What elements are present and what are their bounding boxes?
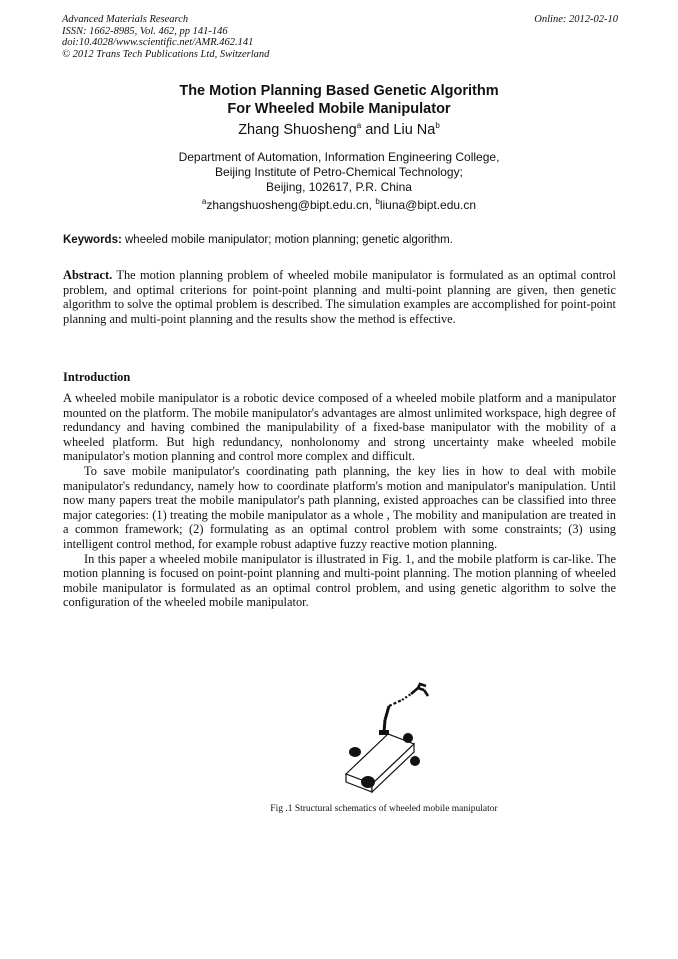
issn-line: ISSN: 1662-8985, Vol. 462, pp 141-146	[62, 25, 228, 37]
author-2: Liu Na	[393, 122, 436, 138]
introduction-heading: Introduction	[63, 370, 131, 384]
doi-line: doi:10.4028/www.scientific.net/AMR.462.141	[62, 37, 254, 48]
author-1: Zhang Shuosheng	[238, 122, 357, 138]
intro-paragraph-3: In this paper a wheeled mobile manipulator is illustrated in Fig. 1, and the mobile platform is car-like. The motion planning is focused on point-point planning and multi-point planning. The motion planning of wheeled mobile manipulator is formulated as an optimal control problem, and using genetic algorithm to solve the configuration of the wheeled mobile manipulator.	[63, 551, 616, 610]
affiliation-line-3: Beijing, 102617, P.R. China	[266, 180, 412, 194]
affiliation-line-2: Beijing Institute of Petro-Chemical Technology;	[215, 165, 463, 179]
email-b[interactable]: liuna@bipt.edu.cn	[379, 198, 477, 212]
abstract-text: The motion planning problem of wheeled mobile manipulator is formulated as an optimal control problem, and optimal criterions for point-point planning and multi-point planning are given, then genetic algorithm to solve the optimal problem is described. The simulation examples are accomplished for point-point planning and multi-point planning and the results show the method is effective.	[63, 268, 616, 326]
author-emails	[0, 198, 678, 212]
wheel-rear-left	[349, 747, 361, 757]
email-a-mark: a	[201, 197, 207, 206]
manipulator-link-4	[402, 694, 411, 700]
author-list	[0, 122, 678, 138]
author-2-affiliation-mark: b	[435, 121, 440, 131]
intro-paragraph-1: A wheeled mobile manipulator is a robotic device composed of a wheeled mobile platform and a manipulator mounted on the platform. The mobile manipulator's advantages are almost unlimited workspace, high degree of redundancy and having combined the manipulability of a fixed-base manipulator with the mobility of a wheeled platform. But high redundancy, nonholonomy and strong uncertainty make wheeled mobile manipulator's motion planning and control more complex and difficult.	[63, 391, 616, 464]
keywords-label: Keywords:	[63, 234, 122, 246]
title-line-1: The Motion Planning Based Genetic Algorithm	[179, 83, 499, 99]
manipulator-link-2	[385, 706, 389, 720]
wheel-front-left	[361, 776, 375, 788]
keywords	[63, 234, 616, 246]
paper-title	[0, 82, 678, 118]
affiliation	[0, 150, 678, 195]
author-1-affiliation-mark: a	[356, 121, 362, 131]
journal-name: Advanced Materials Research	[62, 14, 189, 25]
running-header	[62, 14, 618, 60]
gripper-icon	[411, 684, 428, 696]
figure-caption: Fig .1 Structural schematics of wheeled mobile manipulator	[270, 804, 498, 814]
wheel-front-right	[410, 756, 420, 766]
mobile-manipulator-figure	[338, 682, 438, 794]
manipulator-link-3	[389, 700, 402, 706]
abstract-label: Abstract.	[63, 268, 113, 282]
introduction-body	[63, 391, 616, 610]
intro-paragraph-2: To save mobile manipulator's coordinating path planning, the key lies in how to deal with mobile manipulator's redundancy, namely how to coordinate platform's motion and manipulator's manipulation. Until now many papers treat the mobile manipulator's path planning, existed approaches can be classified into three major categories: (1) treating the mobile manipulator as a whole , The mobility and manipulation are treated in a common framework; (2) formulating as an optimal control problem with some constraints; (3) using intelligent control method, for example robust adaptive fuzzy reactive motion planning.	[63, 463, 616, 551]
online-date: Online: 2012-02-10	[534, 14, 618, 25]
wheel-rear-right	[403, 733, 413, 743]
manipulator-link-1	[384, 720, 385, 732]
copyright-line: © 2012 Trans Tech Publications Ltd, Switzerland	[62, 48, 270, 60]
affiliation-line-1: Department of Automation, Information Engineering College,	[178, 150, 500, 164]
email-b-mark: b	[375, 197, 380, 206]
email-a[interactable]: zhangshuosheng@bipt.edu.cn,	[206, 198, 373, 212]
abstract	[63, 268, 616, 326]
author-conjunction: and	[365, 122, 390, 138]
keywords-text: wheeled mobile manipulator; motion planning; genetic algorithm.	[125, 234, 453, 246]
title-line-2: For Wheeled Mobile Manipulator	[227, 101, 451, 117]
